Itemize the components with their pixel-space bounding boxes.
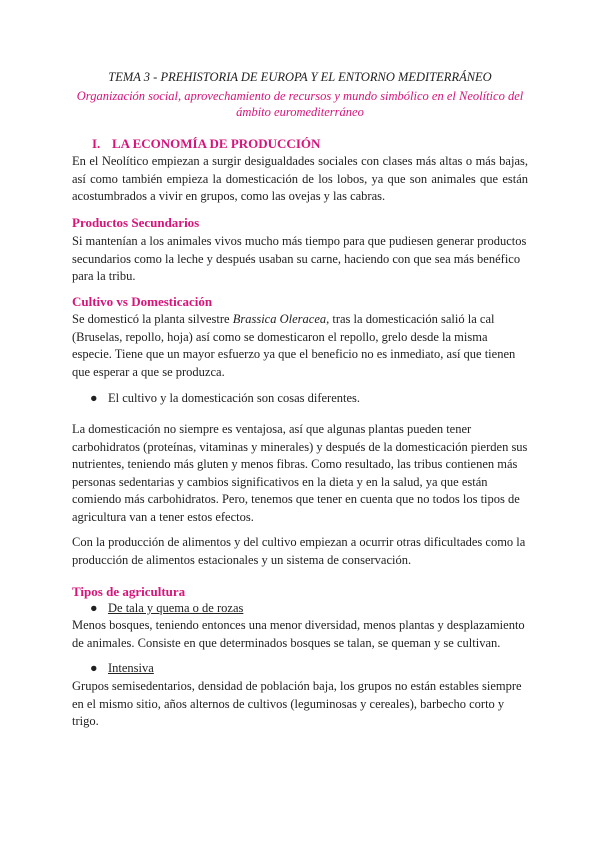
cultivo-heading: Cultivo vs Domesticación xyxy=(72,294,213,309)
cultivo-paragraph-3: Con la producción de alimentos y del cultivo empiezan a ocurrir otras dificultades como la producción de alimentos estacionales y un sistema de conservación. xyxy=(72,535,526,567)
bullet-text: Intensiva xyxy=(108,661,154,675)
tipos-heading: Tipos de agricultura xyxy=(72,584,186,599)
section-title: LA ECONOMÍA DE PRODUCCIÓN xyxy=(112,136,321,151)
bullet-icon: ● xyxy=(90,661,98,675)
document-title: TEMA 3 - PREHISTORIA DE EUROPA Y EL ENTORNO MEDITERRÁNEO xyxy=(108,70,492,84)
bullet-text: De tala y quema o de rozas xyxy=(108,601,244,615)
species-name: Brassica Oleracea xyxy=(232,312,327,326)
tipos-bullet-1 xyxy=(90,601,243,616)
cultivo-paragraph-2: La domesticación no siempre es ventajosa, así que algunas plantas pueden tener carbohidratos (proteínas, vitaminas y minerales) y después de la domesticación pierden sus nutrientes, teniendo más gluten y menos fibras. Como resultado, las tribus contienen más personas sedentarias y cambios significativos en la dieta y en la salud, ya que están comiendo más carbohidratos. Pero, tenemos que tener en cuenta que no todos los tipos de agricultura van a tener estos efectos. xyxy=(72,422,528,524)
tipos-bullet-2 xyxy=(90,661,154,676)
bullet-text: El cultivo y la domesticación son cosas diferentes. xyxy=(108,391,361,405)
cultivo-bullet xyxy=(90,391,360,406)
productos-heading: Productos Secundarios xyxy=(72,215,200,230)
cultivo-paragraph-1: Se domesticó la planta silvestre Brassica Oleracea, tras la domesticación salió la cal (Bruselas, repollo, hoja) así como se domesticaron el repollo, grelo desde la misma especie. Tiene que un mayor esfuerzo ya que el beneficio no es inmediato, así que tienen que esperar a que se produzca. xyxy=(72,312,516,379)
bullet-icon: ● xyxy=(90,601,98,615)
document-subtitle: Organización social, aprovechamiento de recursos y mundo simbólico en el Neolítico del ámbito euromediterráneo xyxy=(76,89,524,119)
tipos-paragraph-2: Grupos semisedentarios, densidad de población baja, los grupos no están estables siempre en el mismo sitio, años alternos de cultivos (leguminosas y cereales), barbecho corto y trigo. xyxy=(72,679,522,728)
section-heading xyxy=(92,136,320,152)
bullet-icon: ● xyxy=(90,391,98,405)
section-intro-paragraph: En el Neolítico empiezan a surgir desigualdades sociales con clases más altas o más bajas, así como también empieza la domesticación de los lobos, ya que son animales que están acostumbrados a vivir en grupos, como las ovejas y las cabras. xyxy=(72,154,528,203)
tipos-paragraph-1: Menos bosques, teniendo entonces una menor diversidad, menos plantas y desplazamiento de animales. Consiste en que determinados bosques se talan, se queman y se cultivan. xyxy=(72,618,525,650)
section-number: I. xyxy=(92,136,101,151)
productos-paragraph: Si mantenían a los animales vivos mucho más tiempo para que pudiesen generar productos secundarios como la leche y después usaban su carne, haciendo con que sea más benéfico para la tribu. xyxy=(72,234,527,283)
